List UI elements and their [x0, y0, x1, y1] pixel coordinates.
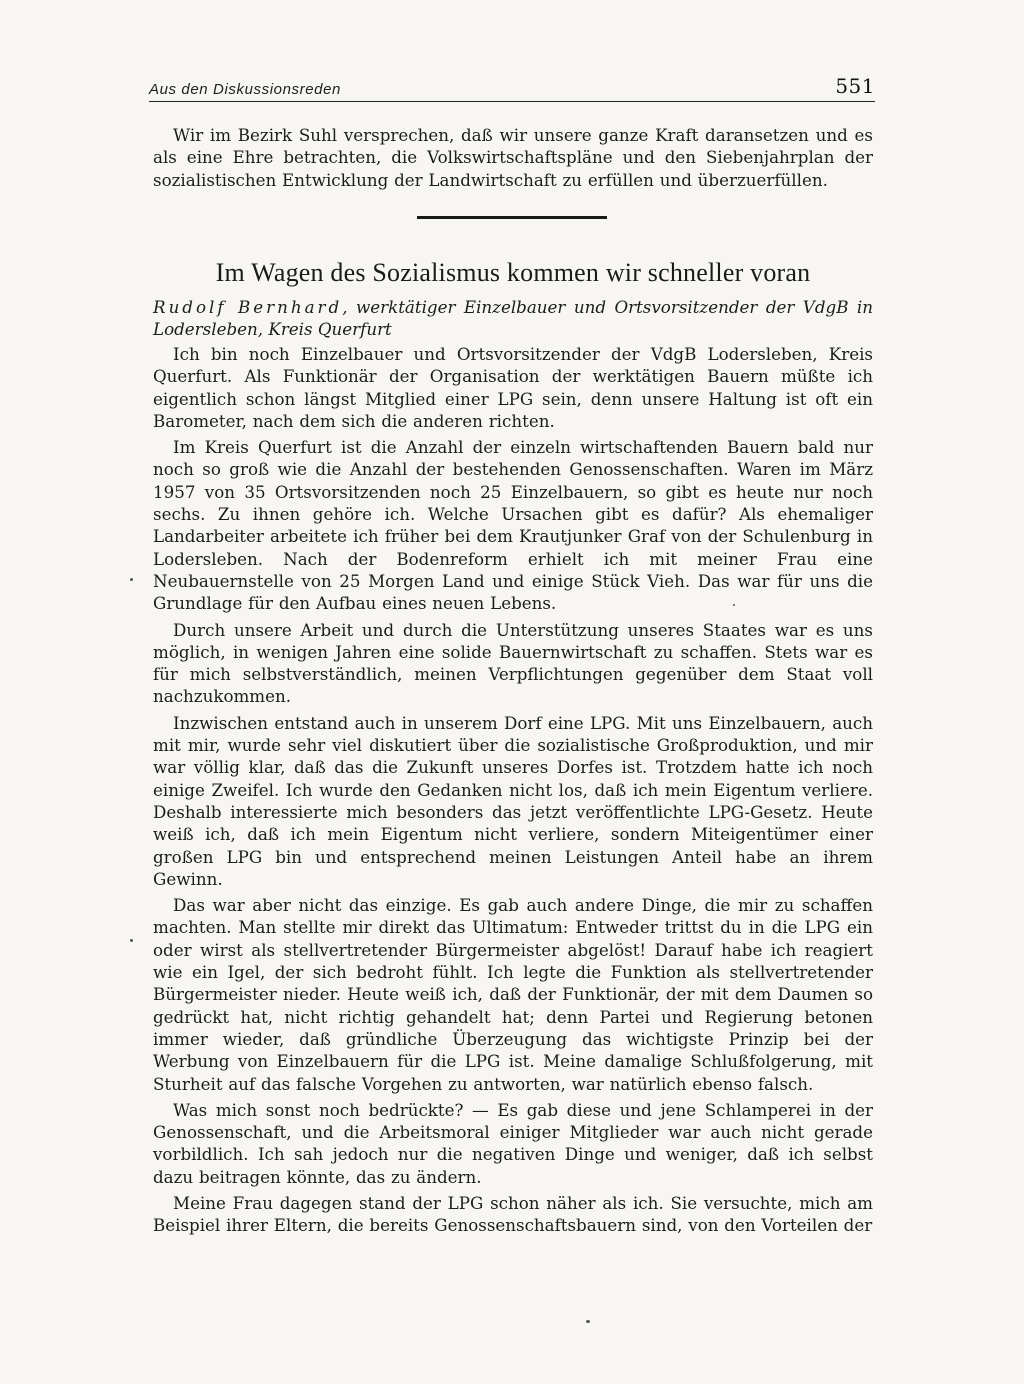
running-head — [149, 76, 875, 102]
page-number: 551 — [835, 74, 875, 98]
article-byline — [153, 296, 873, 340]
article-title: Im Wagen des Sozialismus kommen wir schneller voran — [215, 258, 811, 287]
scan-speck — [130, 939, 133, 942]
running-title: Aus den Diskussionsreden — [149, 81, 341, 98]
scan-speck — [733, 604, 735, 606]
article-body — [153, 343, 873, 1241]
paragraph: Im Kreis Querfurt ist die Anzahl der einzeln wirtschaftenden Bauern bald nur noch so groß wie die Anzahl der bestehenden Genossenschaften. Waren im März 1957 von 35 Ortsvorsitzenden noch 25 Einzelbauern, so gibt es heute nur noch sechs. Zu ihnen gehöre ich. Welche Ursachen gibt es dafür? Als ehemaliger Landarbeiter arbeitete ich früher bei dem Krautjunker Graf von der Schulenburg in Lodersleben. Nach der Bodenreform erhielt ich mit meiner Frau eine Neubauernstelle von 25 Morgen Land und einige Stück Vieh. Das war für uns die Grundlage für den Aufbau eines neuen Lebens. — [153, 437, 873, 614]
scan-speck — [586, 1320, 590, 1323]
paragraph: Durch unsere Arbeit und durch die Unterstützung unseres Staates war es uns möglich, in wenigen Jahren eine solide Bauernwirtschaft zu schaffen. Stets war es für mich selbstverständlich, meinen Verpflichtungen gegenüber dem Staat voll nachzukommen. — [153, 619, 873, 707]
paragraph: Meine Frau dagegen stand der LPG schon näher als ich. Sie versuchte, mich am Beispiel ihrer Eltern, die bereits Genossenschaftsbauern sind, von den Vorteilen der — [153, 1192, 873, 1236]
paragraph: Was mich sonst noch bedrückte? — Es gab diese und jene Schlamperei in der Genossenschaft, und die Arbeitsmoral einiger Mitglieder war auch nicht gerade vorbildlich. Ich sah jedoch nur die negativen Dinge und weniger, daß ich selbst dazu beitragen könnte, das zu ändern. — [153, 1099, 873, 1187]
author-description: , werktätiger Einzelbauer und Ortsvorsitzender der VdgB in Lodersleben, Kreis Querfurt — [153, 297, 873, 339]
intro-paragraph: Wir im Bezirk Suhl versprechen, daß wir unsere ganze Kraft daransetzen und es als eine Ehre betrachten, die Volkswirtschaftspläne und den Siebenjahrplan der sozialistischen Entwicklung der Landwirtschaft zu erfüllen und überzuerfüllen. — [153, 125, 873, 190]
paragraph: Inzwischen entstand auch in unserem Dorf eine LPG. Mit uns Einzelbauern, auch mit mir, wurde sehr viel diskutiert über die sozialistische Großproduktion, und mir war völlig klar, daß das die Zukunft unseres Dorfes ist. Trotzdem hatte ich noch einige Zweifel. Ich wurde den Gedanken nicht los, daß ich mein Eigentum verliere. Deshalb interessierte mich besonders das jetzt veröffentlichte LPG-Gesetz. Heute weiß ich, daß ich mein Eigentum nicht verliere, sondern Miteigentümer einer großen LPG bin und entsprechend meinen Leistungen Anteil habe an ihrem Gewinn. — [153, 712, 873, 889]
paragraph: Das war aber nicht das einzige. Es gab auch andere Dinge, die mir zu schaffen machten. Man stellte mir direkt das Ultimatum: Entweder trittst du in die LPG ein oder wirst als stellvertretender Bürgermeister abgelöst! Darauf habe ich reagiert wie ein Igel, der sich bedroht fühlt. Ich legte die Funktion als stellvertretender Bürgermeister nieder. Heute weiß ich, daß der Funktionär, der mit dem Daumen so gedrückt hat, nicht richtig gehandelt hat; denn Partei und Regierung betonen immer wieder, daß gründliche Überzeugung das wichtigste Prinzip bei der Werbung von Einzelbauern für die LPG ist. Meine damalige Schlußfolgerung, mit Sturheit auf das falsche Vorgehen zu antworten, war natürlich ebenso falsch. — [153, 895, 873, 1094]
section-divider — [417, 216, 607, 219]
paragraph: Ich bin noch Einzelbauer und Ortsvorsitzender der VdgB Lodersleben, Kreis Querfurt. Als Funktionär der Organisation der werktätigen Bauern müßte ich eigentlich schon längst Mitglied einer LPG sein, denn unsere Haltung ist oft ein Barometer, nach dem sich die anderen richten. — [153, 344, 873, 431]
intro-section — [153, 124, 873, 191]
header-rule — [149, 101, 875, 102]
scan-speck — [130, 578, 133, 581]
author-name: Rudolf Bernhard — [153, 297, 343, 317]
